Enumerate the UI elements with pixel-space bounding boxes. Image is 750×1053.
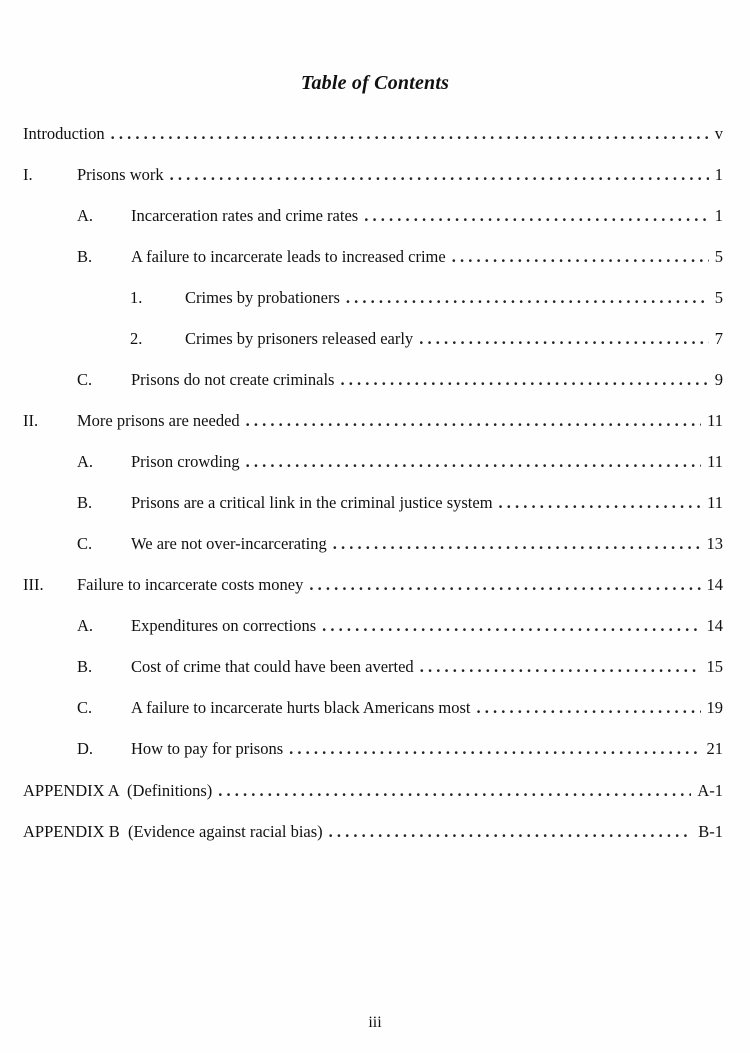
toc-entry-section-2c[interactable]	[77, 532, 723, 556]
toc-entry-section-3c[interactable]	[77, 696, 723, 720]
toc-entry-section-3d[interactable]	[77, 737, 723, 761]
toc-entry-page: 14	[706, 575, 723, 594]
dot-leader	[499, 491, 702, 515]
toc-entry-page: v	[714, 124, 723, 143]
dot-leader	[289, 737, 700, 761]
dot-leader	[322, 614, 700, 638]
dot-leader	[452, 245, 709, 269]
toc-entry-page: 21	[706, 739, 723, 758]
toc-entry-label: Incarceration rates and crime rates	[131, 206, 359, 225]
toc-entry-number: C.	[77, 698, 93, 717]
toc-entry-page: 7	[714, 329, 723, 348]
toc-entry-page: A-1	[697, 781, 723, 800]
dot-leader	[329, 820, 693, 844]
toc-entry-number: B.	[77, 657, 93, 676]
toc-entry-page: 5	[714, 288, 723, 307]
toc-entry-page: 15	[706, 657, 723, 676]
toc-entry-section-2b[interactable]	[77, 491, 723, 515]
dot-leader	[333, 532, 701, 556]
toc-entry-page: 14	[706, 616, 723, 635]
page-title: Table of Contents	[300, 72, 450, 94]
toc-entry-number: A.	[77, 206, 94, 225]
dot-leader	[477, 696, 701, 720]
toc-entry-label: Prison crowding	[131, 452, 240, 471]
toc-entry-label: A failure to incarcerate hurts black Americans most	[131, 698, 471, 717]
dot-leader	[346, 286, 709, 310]
toc-entry-section-1a[interactable]	[77, 204, 723, 228]
toc-entry-label: APPENDIX A (Definitions)	[23, 781, 213, 800]
toc-entry-section-2[interactable]	[23, 409, 723, 433]
dot-leader	[340, 368, 708, 392]
toc-entry-appendix-b[interactable]	[23, 820, 723, 844]
toc-entry-section-3[interactable]	[23, 573, 723, 597]
dot-leader	[309, 573, 700, 597]
toc-entry-page: 11	[707, 493, 723, 512]
toc-entry-label: APPENDIX B (Evidence against racial bias)	[23, 822, 323, 841]
toc-entry-number: II.	[23, 411, 39, 430]
toc-entry-page: 11	[707, 452, 723, 471]
dot-leader	[111, 122, 709, 146]
toc-entry-number: C.	[77, 370, 93, 389]
toc-entry-label: Prisons do not create criminals	[131, 370, 335, 389]
toc-entry-label: Failure to incarcerate costs money	[77, 575, 304, 594]
toc-entry-number: A.	[77, 452, 94, 471]
toc-entry-label: Cost of crime that could have been averted	[131, 657, 414, 676]
toc-entry-number: I.	[23, 165, 33, 184]
toc-entry-section-3b[interactable]	[77, 655, 723, 679]
dot-leader	[218, 779, 691, 803]
toc-entry-label: Expenditures on corrections	[131, 616, 317, 635]
dot-leader	[170, 163, 709, 187]
toc-entry-number: C.	[77, 534, 93, 553]
toc-entry-label: Prisons work	[77, 165, 164, 184]
toc-entry-label: Crimes by prisoners released early	[185, 329, 414, 348]
toc-entry-label: Crimes by probationers	[185, 288, 340, 307]
page-number: iii	[368, 1014, 382, 1031]
toc-entry-section-1b2[interactable]	[130, 327, 723, 351]
toc-entry-number: D.	[77, 739, 94, 758]
toc-entry-number: B.	[77, 493, 93, 512]
toc-entry-appendix-a[interactable]	[23, 779, 723, 803]
toc-entry-page: 11	[707, 411, 723, 430]
toc-entry-page: 19	[706, 698, 723, 717]
dot-leader	[419, 327, 709, 351]
toc-entry-label: Introduction	[23, 124, 105, 143]
toc-entry-section-3a[interactable]	[77, 614, 723, 638]
toc-entry-section-1b[interactable]	[77, 245, 723, 269]
toc-entry-label: More prisons are needed	[77, 411, 240, 430]
toc-entry-introduction[interactable]	[23, 122, 723, 146]
dot-leader	[364, 204, 709, 228]
toc-entry-label: Prisons are a critical link in the criminal justice system	[131, 493, 493, 512]
toc-entry-label: We are not over-incarcerating	[131, 534, 327, 553]
toc-entry-section-2a[interactable]	[77, 450, 723, 474]
toc-entry-number: A.	[77, 616, 94, 635]
toc-entry-page: B-1	[698, 822, 723, 841]
toc-entry-number: B.	[77, 247, 93, 266]
dot-leader	[246, 409, 701, 433]
toc-entry-page: 1	[714, 206, 723, 225]
toc-entry-number: 2.	[130, 329, 143, 348]
toc-entry-section-1c[interactable]	[77, 368, 723, 392]
toc-entry-number: III.	[23, 575, 44, 594]
dot-leader	[246, 450, 701, 474]
toc-entry-page: 5	[714, 247, 723, 266]
toc-entry-label: A failure to incarcerate leads to increased crime	[131, 247, 446, 266]
toc-entry-page: 13	[706, 534, 723, 553]
toc-entry-number: 1.	[130, 288, 143, 307]
toc-entry-label: How to pay for prisons	[131, 739, 284, 758]
toc-entry-page: 1	[714, 165, 723, 184]
toc-entry-section-1[interactable]	[23, 163, 723, 187]
dot-leader	[420, 655, 701, 679]
toc-entry-section-1b1[interactable]	[130, 286, 723, 310]
toc-entry-page: 9	[714, 370, 723, 389]
